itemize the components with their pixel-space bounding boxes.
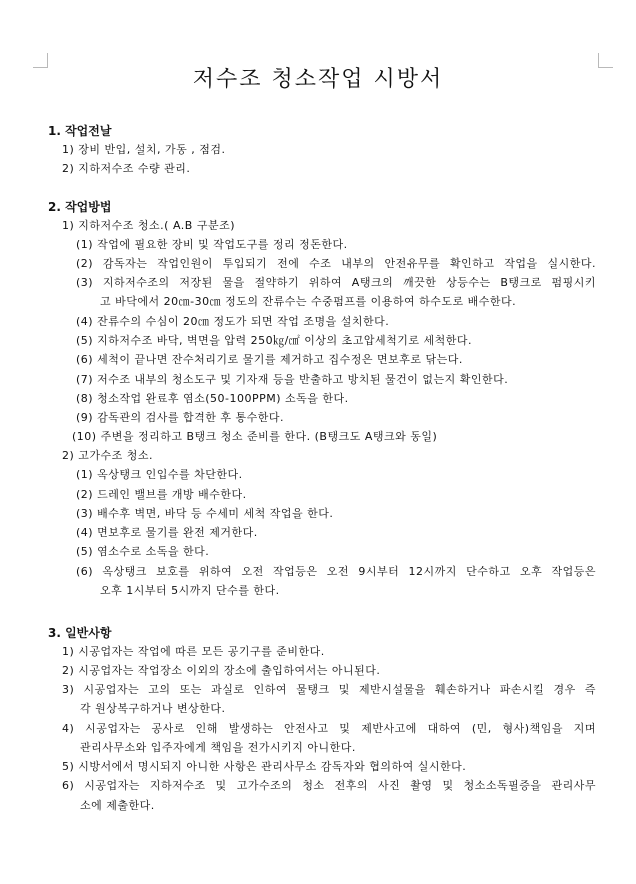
list-item: 1) 장비 반입, 설치, 가동 , 점검. bbox=[62, 143, 226, 156]
list-item: (3) 지하저수조의 저장된 물을 절약하기 위하여 A탱크의 깨끗한 상등수는 B탱크로 펌핑시키 bbox=[76, 276, 596, 289]
list-item: (7) 저수조 내부의 청소도구 및 기자재 등을 반출하고 방치된 물건이 없는지 확인한다. bbox=[76, 373, 509, 386]
list-item: (10) 주변을 정리하고 B탱크 청소 준비를 한다. (B탱크도 A탱크와 동일) bbox=[72, 430, 438, 443]
list-item: 1) 시공업자는 작업에 따른 모든 공기구를 준비한다. bbox=[62, 645, 325, 658]
list-item: 2) 지하저수조 수량 관리. bbox=[62, 162, 191, 175]
list-item: 1) 지하저수조 청소.( A.B 구분조) bbox=[62, 219, 235, 232]
list-item: 5) 시방서에서 명시되지 아니한 사항은 관리사무소 감독자와 협의하여 실시한다. bbox=[62, 760, 467, 773]
list-item: (1) 옥상탱크 인입수를 차단한다. bbox=[76, 468, 243, 481]
list-item: (6) 세척이 끝나면 잔수처리기로 물기를 제거하고 집수정은 면보후로 닦는다. bbox=[76, 353, 463, 366]
list-item-continuation: 소에 제출한다. bbox=[80, 799, 155, 812]
list-item: (9) 감독관의 검사를 합격한 후 통수한다. bbox=[76, 411, 284, 424]
list-item: (6) 옥상탱크 보호를 위하여 오전 작업등은 오전 9시부터 12시까지 단수하고 오후 작업등은 bbox=[76, 565, 596, 578]
list-item-continuation: 각 원상복구하거나 변상한다. bbox=[80, 702, 226, 715]
list-item: (2) 드레인 밸브를 개방 배수한다. bbox=[76, 488, 247, 501]
list-item-continuation: 오후 1시부터 5시까지 단수를 한다. bbox=[100, 584, 280, 597]
list-item: (5) 지하저수조 바닥, 벽면을 압력 250㎏/㎠ 이상의 초고압세척기로 세척한다. bbox=[76, 334, 473, 347]
list-item: 2) 고가수조 청소. bbox=[62, 449, 154, 462]
list-item-continuation: 관리사무소와 입주자에게 책임을 전가시키지 아니한다. bbox=[80, 741, 356, 754]
list-item: (3) 배수후 벽면, 바닥 등 수세미 세척 작업을 한다. bbox=[76, 507, 334, 520]
list-item: (2) 감독자는 작업인원이 투입되기 전에 수조 내부의 안전유무를 확인하고 작업을 실시한다. bbox=[76, 257, 596, 270]
list-item: 4) 시공업자는 공사로 인해 발생하는 안전사고 및 제반사고에 대하여 (민, 형사)책임을 지며 bbox=[62, 722, 596, 735]
list-item: (8) 청소작업 완료후 염소(50-100PPM) 소독을 한다. bbox=[76, 392, 349, 405]
list-item: (5) 염소수로 소독을 한다. bbox=[76, 545, 210, 558]
list-item: (1) 작업에 필요한 장비 및 작업도구를 정리 정돈한다. bbox=[76, 238, 348, 251]
list-item: (4) 면보후로 물기를 완전 제거한다. bbox=[76, 526, 258, 539]
list-item: 6) 시공업자는 지하저수조 및 고가수조의 청소 전후의 사진 촬영 및 청소소독필증을 관리사무 bbox=[62, 779, 596, 792]
list-item: (4) 잔류수의 수심이 20㎝ 정도가 되면 작업 조명을 설치한다. bbox=[76, 315, 390, 328]
list-item: 3) 시공업자는 고의 또는 과실로 인하여 물탱크 및 제반시설물을 훼손하거나 파손시킬 경우 즉 bbox=[62, 683, 596, 696]
list-item-continuation: 고 바닥에서 20㎝-30㎝ 정도의 잔류수는 수중펌프를 이용하여 하수도로 배수한다. bbox=[100, 295, 517, 308]
section-heading-1: 1. 작업전날 bbox=[48, 124, 112, 138]
list-item: 2) 시공업자는 작업장소 이외의 장소에 출입하여서는 아니된다. bbox=[62, 664, 381, 677]
document-title: 저수조 청소작업 시방서 bbox=[192, 67, 444, 92]
section-heading-3: 3. 일반사항 bbox=[48, 626, 112, 640]
section-heading-2: 2. 작업방법 bbox=[48, 200, 112, 214]
